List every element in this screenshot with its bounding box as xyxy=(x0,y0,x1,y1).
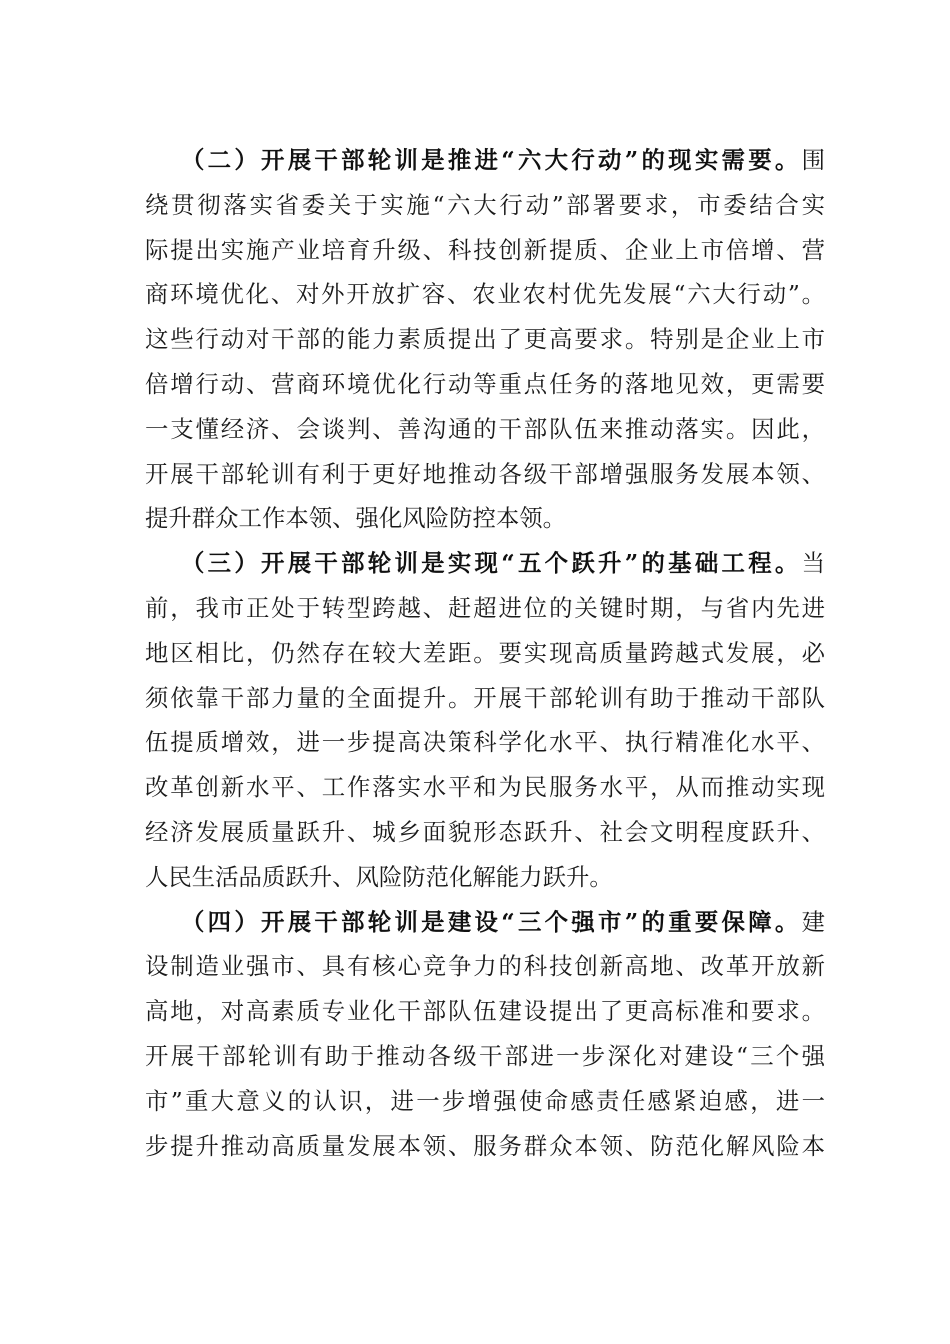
paragraph-line: 经济发展质量跃升、城乡面貌形态跃升、社会文明程度跃升、 xyxy=(145,817,825,846)
paragraph-line: （二）开展干部轮训是推进“六大行动”的现实需要。围 xyxy=(181,146,825,174)
paragraph-heading: （二）开展干部轮训是推进“六大行动”的现实需要。 xyxy=(181,146,802,174)
paragraph-line: 开展干部轮训有利于更好地推动各级干部增强服务发展本领、 xyxy=(145,459,825,488)
paragraph-line: 倍增行动、营商环境优化行动等重点任务的落地见效，更需要 xyxy=(145,369,825,398)
document-body xyxy=(145,138,825,1168)
paragraph-heading: （三）开展干部轮训是实现“五个跃升”的基础工程。 xyxy=(181,549,802,578)
paragraph-line: （四）开展干部轮训是建设“三个强市”的重要保障。建 xyxy=(181,907,825,936)
paragraph-line: 伍提质增效，进一步提高决策科学化水平、执行精准化水平、 xyxy=(145,728,825,757)
paragraph-line: 人民生活品质跃升、风险防范化解能力跃升。 xyxy=(145,862,613,891)
paragraph-line: 一支懂经济、会谈判、善沟通的干部队伍来推动落实。因此， xyxy=(145,414,825,443)
paragraph-line: 地区相比，仍然存在较大差距。要实现高质量跨越式发展，必 xyxy=(145,638,825,667)
paragraph-line: 高地，对高素质专业化干部队伍建设提出了更高标准和要求。 xyxy=(145,997,825,1026)
paragraph-line: 市”重大意义的认识，进一步增强使命感责任感紧迫感，进一 xyxy=(145,1086,825,1115)
paragraph-line: 提升群众工作本领、强化风险防控本领。 xyxy=(145,504,567,533)
paragraph-line: 开展干部轮训有助于推动各级干部进一步深化对建设“三个强 xyxy=(145,1041,825,1070)
paragraph-2 xyxy=(145,138,825,541)
paragraph-line: 绕贯彻落实省委关于实施“六大行动”部署要求，市委结合实 xyxy=(145,190,825,219)
paragraph-line: 改革创新水平、工作落实水平和为民服务水平，从而推动实现 xyxy=(145,773,825,802)
paragraph-line: 际提出实施产业培育升级、科技创新提质、企业上市倍增、营 xyxy=(145,235,825,264)
paragraph-line: 设制造业强市、具有核心竞争力的科技创新高地、改革开放新 xyxy=(145,952,825,981)
paragraph-line: （三）开展干部轮训是实现“五个跃升”的基础工程。当 xyxy=(181,549,825,578)
paragraph-heading: （四）开展干部轮训是建设“三个强市”的重要保障。 xyxy=(181,907,802,936)
paragraph-3 xyxy=(145,541,825,899)
paragraph-line: 步提升推动高质量发展本领、服务群众本领、防范化解风险本 xyxy=(145,1131,825,1160)
paragraph-line: 须依靠干部力量的全面提升。开展干部轮训有助于推动干部队 xyxy=(145,683,825,712)
paragraph-line: 这些行动对干部的能力素质提出了更高要求。特别是企业上市 xyxy=(145,325,825,354)
paragraph-4 xyxy=(145,900,825,1169)
paragraph-line: 商环境优化、对外开放扩容、农业农村优先发展“六大行动”。 xyxy=(145,280,825,309)
paragraph-line: 前，我市正处于转型跨越、赶超进位的关键时期，与省内先进 xyxy=(145,593,825,622)
